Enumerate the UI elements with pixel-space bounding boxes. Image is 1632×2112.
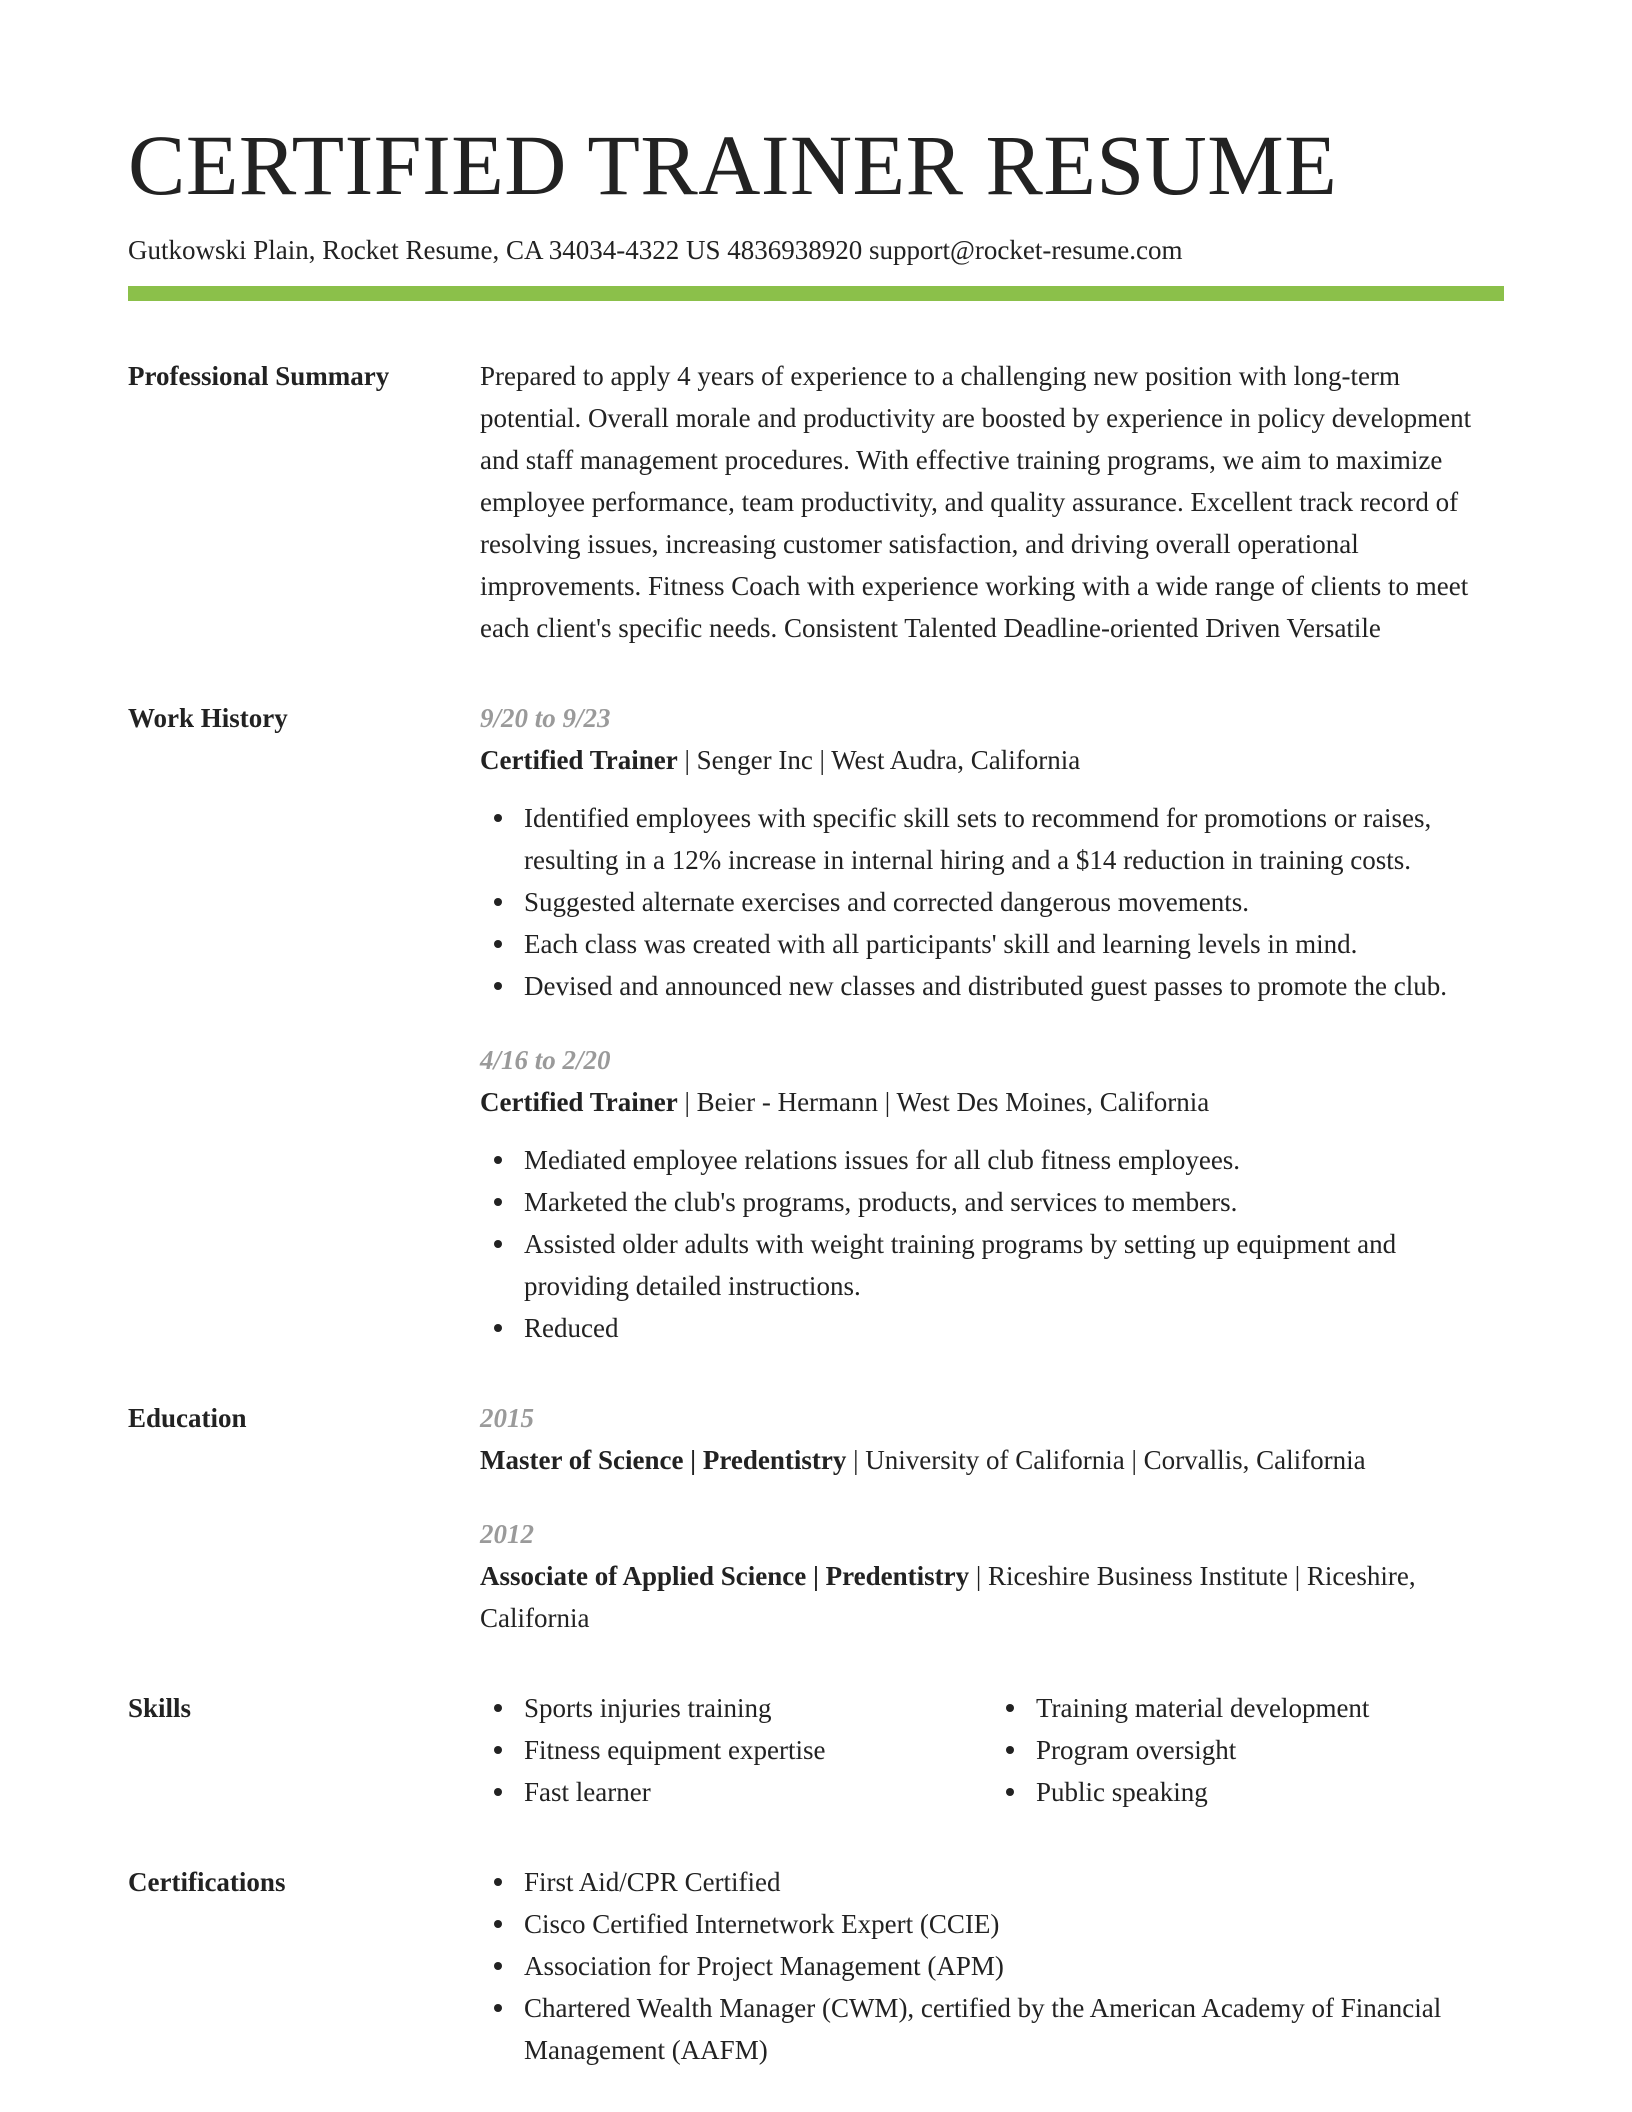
certification-item: Association for Project Management (APM) (524, 1945, 1504, 1987)
education-year: 2012 (480, 1518, 534, 1549)
work-history-body (480, 697, 1504, 1349)
job-bullet: Identified employees with specific skill sets to recommend for promotions or raises, resulting in a 12% increase in internal hiring and a $14 reduction in training costs. (524, 797, 1504, 881)
job-bullet-list (480, 797, 1504, 1007)
job-bullet: Reduced (524, 1307, 1504, 1349)
job-entry (480, 1039, 1504, 1349)
job-bullet: Mediated employee relations issues for all club fitness employees. (524, 1139, 1504, 1181)
job-dates: 4/16 to 2/20 (480, 1044, 611, 1075)
certification-item: Cisco Certified Internetwork Expert (CCIE) (524, 1903, 1504, 1945)
education-details: | Riceshire Business Institute | Riceshire, California (480, 1560, 1416, 1633)
header-divider (128, 286, 1504, 301)
job-bullet: Each class was created with all participants' skill and learning levels in mind. (524, 923, 1504, 965)
certifications-section (128, 1861, 1504, 2071)
skills-column (480, 1687, 992, 1813)
summary-section (128, 355, 1504, 649)
certification-list (480, 1861, 1504, 2071)
education-section (128, 1397, 1504, 1639)
education-body (480, 1397, 1504, 1639)
skills-section (128, 1687, 1504, 1813)
education-entry (480, 1513, 1504, 1639)
skill-item: Fitness equipment expertise (524, 1729, 992, 1771)
skills-body (480, 1687, 1504, 1813)
job-heading (480, 1081, 1504, 1123)
skill-item: Public speaking (1036, 1771, 1504, 1813)
skill-item: Sports injuries training (524, 1687, 992, 1729)
job-details: | Beier - Hermann | West Des Moines, California (677, 1086, 1210, 1117)
section-label-work-history: Work History (128, 702, 288, 733)
section-label-skills: Skills (128, 1692, 192, 1723)
education-degree: Master of Science | Predentistry (480, 1444, 847, 1475)
certification-item: Chartered Wealth Manager (CWM), certified by the American Academy of Financial Management (AAFM) (524, 1987, 1504, 2071)
education-year: 2015 (480, 1402, 534, 1433)
section-label-certifications: Certifications (128, 1866, 286, 1897)
skill-item: Program oversight (1036, 1729, 1504, 1771)
work-history-section (128, 697, 1504, 1349)
education-heading (480, 1555, 1504, 1639)
education-degree: Associate of Applied Science | Predentistry (480, 1560, 970, 1591)
job-entry (480, 697, 1504, 1007)
job-bullet: Devised and announced new classes and distributed guest passes to promote the club. (524, 965, 1504, 1007)
job-bullet: Assisted older adults with weight training programs by setting up equipment and providing detailed instructions. (524, 1223, 1504, 1307)
education-heading (480, 1439, 1504, 1481)
skill-item: Fast learner (524, 1771, 992, 1813)
job-bullet: Suggested alternate exercises and corrected dangerous movements. (524, 881, 1504, 923)
job-details: | Senger Inc | West Audra, California (677, 744, 1081, 775)
summary-body (480, 355, 1504, 649)
job-bullet-list (480, 1139, 1504, 1349)
certifications-body (480, 1861, 1504, 2071)
job-dates: 9/20 to 9/23 (480, 702, 611, 733)
summary-text: Prepared to apply 4 years of experience to a challenging new position with long-term potential. Overall morale and productivity are boosted by experience in policy development and staff management procedures. With effective training programs, we aim to maximize employee performance, team productivity, and quality assurance. Excellent track record of resolving issues, increasing customer satisfaction, and driving overall operational improvements. Fitness Coach with experience working with a wide range of clients to meet each client's specific needs. Consistent Talented Deadline-oriented Driven Versatile (480, 360, 1472, 643)
resume-title: CERTIFIED TRAINER RESUME (128, 117, 1338, 213)
job-title: Certified Trainer (480, 744, 678, 775)
section-label-education: Education (128, 1402, 247, 1433)
certification-item: First Aid/CPR Certified (524, 1861, 1504, 1903)
job-heading (480, 739, 1504, 781)
section-label-summary: Professional Summary (128, 360, 390, 391)
education-details: | University of California | Corvallis, California (846, 1444, 1366, 1475)
job-bullet: Marketed the club's programs, products, and services to members. (524, 1181, 1504, 1223)
skills-column (992, 1687, 1504, 1813)
skill-item: Training material development (1036, 1687, 1504, 1729)
contact-line: Gutkowski Plain, Rocket Resume, CA 34034-4322 US 4836938920 support@rocket-resume.com (128, 234, 1183, 265)
job-title: Certified Trainer (480, 1086, 678, 1117)
education-entry (480, 1397, 1504, 1481)
